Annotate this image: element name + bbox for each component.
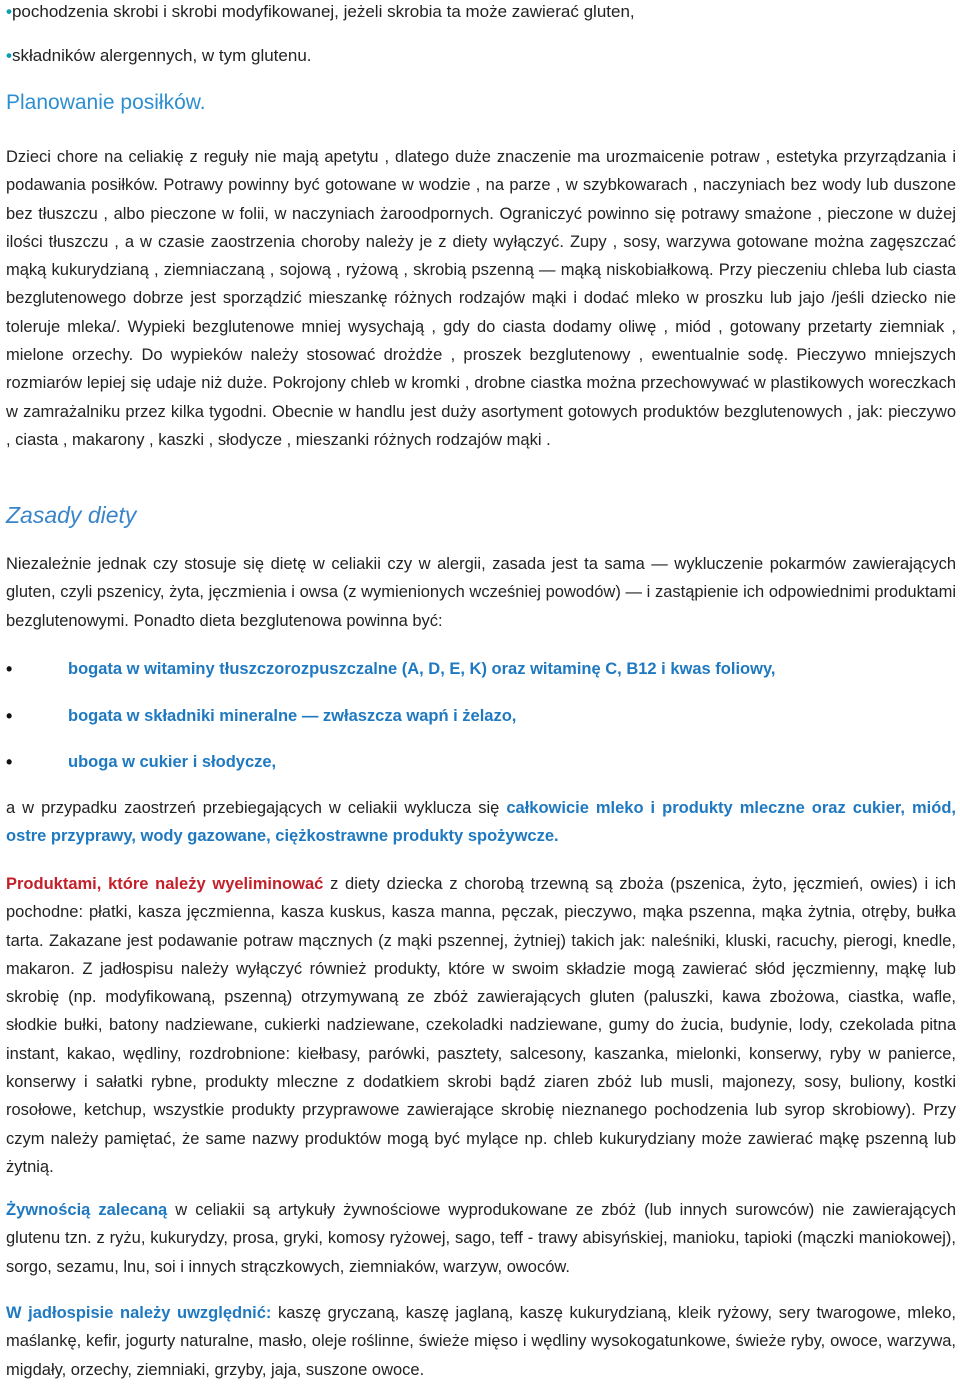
paragraph: Żywnością zalecaną w celiakii są artykuły żywnościowe wyprodukowane ze zbóż (lub innych surowców) nie zawierających glutenu tzn. z ryżu, kukurydzy, prosa, gryki, komosy ryżowej, sago, teff - trawy abisyńskiej, manioku, tapioki (mączki maniokowej), sorgo, sezamu, lnu, soi i innych strączkowych, ziemniaków, warzyw, owoców. <box>6 1201 956 1276</box>
emphasis-text: W jadłospisie należy uwzględnić: <box>6 1304 272 1322</box>
emphasis-text: Produktami, które należy wyeliminować <box>6 875 324 893</box>
paragraph: W jadłospisie należy uwzględnić: kaszę gryczaną, kaszę jaglaną, kaszę kukurydzianą, kleik ryżowy, sery twarogowe, mleko, maślankę, kefir, jogurty naturalne, masło, oleje roślinne, świeże mięso i wędliny wysokogatunkowe, świeże ryby, owoce, warzywa, migdały, orzechy, ziemniaki, grzyby, jaja, suszone owoce. <box>6 1304 956 1379</box>
emphasis-text: całkowicie mleko i produkty mleczne oraz cukier, miód, ostre przyprawy, wody gazowane, ciężkostrawne produkty spożywcze. <box>6 799 956 846</box>
section-heading: Planowanie posiłków. <box>6 91 206 114</box>
paragraph: Niezależnie jednak czy stosuje się dietę w celiakii czy w alergii, zasada jest ta sama — wykluczenie pokarmów zawierających gluten, czyli pszenicy, żyta, jęczmienia i owsa (z wymienionych wcześniej powodów) — i zastąpienie ich odpowiednimi produktami bezglutenowymi. Ponadto dieta bezglutenowa powinna być: <box>6 555 956 630</box>
bullet-icon: • <box>6 2 12 21</box>
emphasis-text: Żywnością zalecaną <box>6 1201 168 1219</box>
bullet-icon: • <box>6 659 13 679</box>
paragraph: Dzieci chore na celiakię z reguły nie mają apetytu , dlatego duże znaczenie ma urozmaicenie potraw , estetyka przyrządzania i podawania posiłków. Potrawy powinny być gotowane w wodzie , na parze , w szybkowarach , naczyniach bez wody lub duszone bez tłuszczu , albo pieczone w folii, w naczyniach żaroodpornych. Ograniczyć powinno się potrawy smażone , pieczone w dużej ilości tłuszczu , a w czasie zaostrzenia choroby należy je z diety wyłączyć. Zupy , sosy, warzywa gotowane można zagęszczać mąką kukurydzianą , ziemniaczaną , sojową , ryżową , skrobią pszenną — mąką niskobiałkową. Przy pieczeniu chleba lub ciasta bezglutenowego dobrze jest sporządzić mieszankę różnych rodzajów mąki i dodać mleko w proszku lub jajo /jeśli dziecko nie toleruje mleka/. Wypieki bezglutenowe mniej wysychają , gdy do ciasta dodamy oliwę , miód , gotowany przetarty ziemniak , mielone orzechy. Do wypieków należy stosować drożdże , proszek bezglutenowy , ewentualnie sodę. Pieczywo mniejszych rozmiarów lepiej się udaje niż duże. Pokrojony chleb w kromki , drobne ciastka można przechowywać w plastikowych woreczkach w zamrażalniku przez kilka tygodni. Obecnie w handlu jest duży asortyment gotowych produktów bezglutenowych , jak: pieczywo , ciasta , makarony , kaszki , słodycze , mieszanki różnych rodzajów mąki . <box>6 148 956 449</box>
section-heading: Zasady diety <box>6 502 137 528</box>
paragraph: Produktami, które należy wyeliminować z diety dziecka z chorobą trzewną są zboża (pszenica, żyto, jęczmień, owies) i ich pochodne: płatki, kasza jęczmienna, kasza kuskus, kasza manna, pęczak, pieczywo, mąka pszenna, mąka żytnia, otręby, bułka tarta. Zakazane jest podawanie potraw mącznych (z mąki pszennej, żytniej) takich jak: naleśniki, kluski, racuchy, pierogi, knedle, makaron. Z jadłospisu należy wyłączyć również produkty, które w swoim składzie mogą zawierać słód jęczmienny, mąkę lub skrobię (np. modyfikowaną, pszenną) otrzymywaną ze zbóż zawierających gluten (paluszki, kawa zbożowa, ciastka, wafle, słodkie bułki, batony nadziewane, cukierki nadziewane, czekoladki nadziewane, gumy do żucia, budynie, lody, czekolada pitna instant, kakao, wędliny, rozdrobnione: kiełbasy, parówki, pasztety, salcesony, kaszanka, mielonki, konserwy, ryby w panierce, konserwy i sałatki rybne, produkty mleczne z dodatkiem skrobi bądź ziaren zbóż lub musli, majonezy, sosy, buliony, kostki rosołowe, ketchup, wszystkie produkty przyprawowe zawierające skrobię nieznanego pochodzenia lub syrop skrobiowy). Przy czym należy pamiętać, że same nazwy produktów mogą być mylące np. chleb kukurydziany może zawierać mąkę pszenną lub żytnią. <box>6 875 956 1176</box>
bullet-icon: • <box>6 706 13 726</box>
bullet-icon: • <box>6 752 13 772</box>
paragraph: a w przypadku zaostrzeń przebiegających w celiakii wyklucza się całkowicie mleko i produkty mleczne oraz cukier, miód, ostre przyprawy, wody gazowane, ciężkostrawne produkty spożywcze. <box>6 799 956 846</box>
list-item: •pochodzenia skrobi i skrobi modyfikowanej, jeżeli skrobia ta może zawierać gluten, <box>6 2 635 21</box>
bullet-icon: • <box>6 46 12 65</box>
list-item: •składników alergennych, w tym glutenu. <box>6 46 312 65</box>
